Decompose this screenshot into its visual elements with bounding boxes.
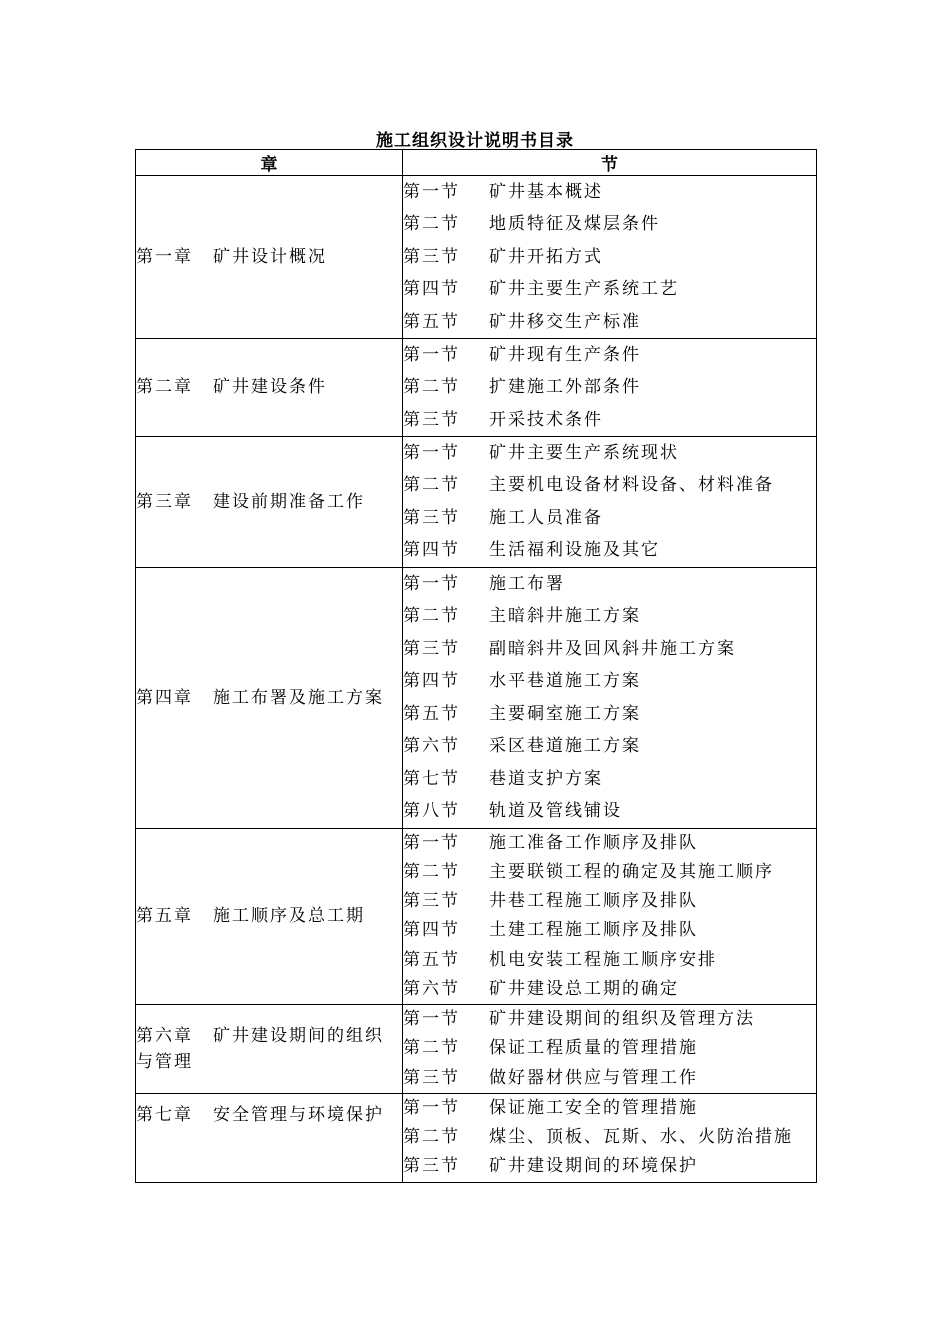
section-item [403,795,816,828]
chapter-cell [136,338,403,436]
section-number: 第二节 [403,606,460,627]
section-title: 轨道及管线铺设 [489,801,622,822]
section-title: 副暗斜井及回风斜井施工方案 [489,638,736,659]
chapter-number: 第五章 [136,906,193,927]
header-section: 节 [403,150,817,176]
section-title: 扩建施工外部条件 [489,377,641,398]
section-item [403,502,816,535]
section-title: 水平巷道施工方案 [489,671,641,692]
chapter-title: 矿井设计概况 [213,246,327,267]
section-number: 第五节 [403,703,460,724]
section-title: 主要硐室施工方案 [489,703,641,724]
chapter-row [136,176,817,339]
section-item [403,730,816,763]
section-title: 机电安装工程施工顺序安排 [489,949,717,970]
section-title: 做好器材供应与管理工作 [489,1067,698,1088]
section-item [403,1034,816,1063]
chapter-row [136,567,817,828]
section-item [403,306,816,338]
chapter-row [136,338,817,436]
section-title: 矿井开拓方式 [489,246,603,267]
section-item [403,1064,816,1093]
section-title: 保证工程质量的管理措施 [489,1038,698,1059]
section-item [403,437,816,470]
section-number: 第一节 [403,1097,460,1118]
section-title: 矿井基本概述 [489,182,603,202]
section-title: 巷道支护方案 [489,768,603,789]
section-title: 矿井主要生产系统工艺 [489,279,679,300]
section-item [403,1152,816,1181]
section-number: 第三节 [403,1067,460,1088]
section-number: 第一节 [403,1008,460,1029]
section-number: 第三节 [403,409,460,430]
section-number: 第三节 [403,507,460,528]
section-item [403,858,816,887]
section-title: 矿井建设总工期的确定 [489,978,679,999]
section-list [403,1004,817,1093]
section-title: 开采技术条件 [489,409,603,430]
chapter-cell [136,1004,403,1093]
section-number: 第四节 [403,671,460,692]
chapter-cell [136,828,403,1004]
section-title: 地质特征及煤层条件 [489,214,660,235]
section-item [403,829,816,858]
chapter-title: 安全管理与环境保护 [213,1104,384,1125]
section-title: 矿井建设期间的环境保护 [489,1156,698,1177]
section-item [403,176,816,208]
section-number: 第二节 [403,1127,460,1148]
section-number: 第三节 [403,1156,460,1177]
section-number: 第二节 [403,377,460,398]
chapter-title: 施工顺序及总工期 [213,906,365,927]
section-title: 矿井主要生产系统现状 [489,442,679,463]
section-title: 采区巷道施工方案 [489,736,641,757]
chapter-title: 矿井建设条件 [213,377,327,398]
section-number: 第五节 [403,949,460,970]
section-number: 第六节 [403,736,460,757]
section-item [403,1094,816,1123]
chapter-number: 第六章 [136,1025,193,1046]
chapter-number: 第三章 [136,491,193,512]
chapter-title: 建设前期准备工作 [213,491,365,512]
section-number: 第一节 [403,832,460,853]
section-number: 第六节 [403,978,460,999]
section-item [403,665,816,698]
section-title: 主暗斜井施工方案 [489,606,641,627]
section-number: 第一节 [403,182,460,202]
section-item [403,534,816,567]
section-item [403,208,816,240]
section-number: 第二节 [403,475,460,496]
section-number: 第七节 [403,768,460,789]
chapter-row [136,436,817,567]
chapter-row [136,828,817,1004]
section-title: 生活福利设施及其它 [489,540,660,561]
section-number: 第一节 [403,344,460,365]
section-title: 主要联锁工程的确定及其施工顺序 [489,862,774,883]
header-row [136,150,817,176]
section-title: 煤尘、顶板、瓦斯、水、火防治措施 [489,1127,793,1148]
chapter-row [136,1004,817,1093]
section-number: 第四节 [403,920,460,941]
section-number: 第三节 [403,638,460,659]
chapter-cell [136,436,403,567]
section-item [403,371,816,403]
chapter-number: 第一章 [136,246,193,267]
section-number: 第一节 [403,442,460,463]
section-title: 保证施工安全的管理措施 [489,1097,698,1118]
section-list [403,567,817,828]
section-item [403,975,816,1004]
section-number: 第三节 [403,891,460,912]
section-title: 施工准备工作顺序及排队 [489,832,698,853]
section-title: 施工人员准备 [489,507,603,528]
section-item [403,339,816,371]
section-title: 矿井移交生产标准 [489,311,641,332]
section-list [403,338,817,436]
section-title: 井巷工程施工顺序及排队 [489,891,698,912]
document-title: 施工组织设计说明书目录 [376,131,574,151]
section-item [403,568,816,601]
section-title: 矿井现有生产条件 [489,344,641,365]
toc-table [135,149,817,1183]
section-item [403,1123,816,1152]
section-number: 第二节 [403,862,460,883]
section-number: 第一节 [403,573,460,594]
section-item [403,600,816,633]
chapter-number: 第四章 [136,687,193,708]
chapter-title: 施工布署及施工方案 [213,687,384,708]
section-item [403,946,816,975]
section-item [403,698,816,731]
section-item [403,404,816,436]
section-item [403,633,816,666]
section-item [403,1005,816,1034]
section-number: 第八节 [403,801,460,822]
section-list [403,1093,817,1182]
section-item [403,916,816,945]
section-number: 第二节 [403,214,460,235]
section-list [403,176,817,339]
section-list [403,828,817,1004]
chapter-number: 第七章 [136,1104,193,1125]
section-title: 土建工程施工顺序及排队 [489,920,698,941]
section-title: 主要机电设备材料设备、材料准备 [489,475,774,496]
section-item [403,241,816,273]
chapter-number: 第二章 [136,377,193,398]
chapter-cell [136,176,403,339]
section-title: 施工布署 [489,573,565,594]
section-item [403,469,816,502]
section-number: 第二节 [403,1038,460,1059]
chapter-title: 矿井建设期间的组织与管理 [136,1025,384,1072]
section-number: 第三节 [403,246,460,267]
section-item [403,273,816,305]
section-item [403,887,816,916]
section-number: 第四节 [403,279,460,300]
section-number: 第四节 [403,540,460,561]
chapter-row [136,1093,817,1182]
section-item [403,763,816,796]
section-list [403,436,817,567]
chapter-cell [136,1093,403,1182]
chapter-cell [136,567,403,828]
section-title: 矿井建设期间的组织及管理方法 [489,1008,755,1029]
header-chapter: 章 [136,150,403,176]
section-number: 第五节 [403,311,460,332]
